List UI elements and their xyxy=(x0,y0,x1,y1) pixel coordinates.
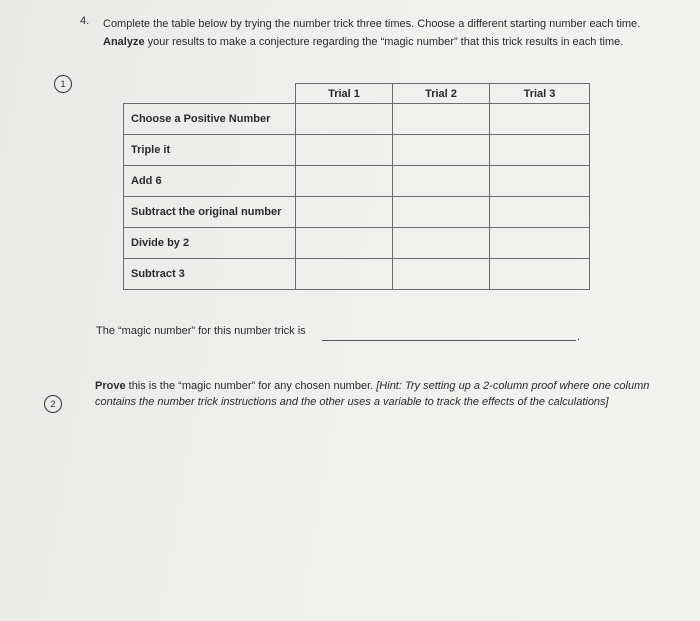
answer-cell[interactable] xyxy=(296,135,393,166)
row-label: Divide by 2 xyxy=(124,228,296,259)
answer-cell[interactable] xyxy=(490,104,590,135)
answer-cell[interactable] xyxy=(490,166,590,197)
answer-cell[interactable] xyxy=(296,104,393,135)
prove-bold: Prove xyxy=(95,380,126,392)
answer-cell[interactable] xyxy=(393,135,490,166)
circled-marker-1: 1 xyxy=(54,75,72,93)
number-trick-table xyxy=(123,83,590,290)
prompt-bold: Analyze xyxy=(103,36,145,48)
table-row xyxy=(124,197,590,228)
answer-cell[interactable] xyxy=(393,197,490,228)
answer-cell[interactable] xyxy=(393,166,490,197)
table-row xyxy=(124,135,590,166)
row-label: Choose a Positive Number xyxy=(124,104,296,135)
magic-number-blank[interactable] xyxy=(322,340,576,341)
row-label: Subtract the original number xyxy=(124,197,296,228)
table-row xyxy=(124,259,590,290)
question-number: 4. xyxy=(80,15,90,27)
answer-cell[interactable] xyxy=(296,228,393,259)
table-row xyxy=(124,166,590,197)
table-row xyxy=(124,228,590,259)
table-header-row xyxy=(124,84,590,104)
circled-marker-2: 2 xyxy=(44,395,62,413)
row-label: Triple it xyxy=(124,135,296,166)
row-label: Subtract 3 xyxy=(124,259,296,290)
header-trial-2: Trial 2 xyxy=(393,84,490,104)
prove-text: this is the “magic number” for any chosen number. xyxy=(125,380,377,392)
row-label: Add 6 xyxy=(124,166,296,197)
prove-hint: [Hint: Try setting up a 2-column proof where one column contains the number trick instructions and the other uses a variable to track the effects of the calculations] xyxy=(95,380,650,408)
answer-cell[interactable] xyxy=(490,228,590,259)
answer-cell[interactable] xyxy=(393,104,490,135)
answer-cell[interactable] xyxy=(490,197,590,228)
prove-prompt xyxy=(95,378,655,410)
magic-number-period: . xyxy=(577,331,581,343)
header-corner xyxy=(124,84,296,104)
answer-cell[interactable] xyxy=(490,135,590,166)
answer-cell[interactable] xyxy=(296,259,393,290)
answer-cell[interactable] xyxy=(393,259,490,290)
prompt-text-2: your results to make a conjecture regarding the “magic number” that this trick results in each time. xyxy=(144,36,624,48)
header-trial-3: Trial 3 xyxy=(490,84,590,104)
table-row xyxy=(124,104,590,135)
prompt-text-1: Complete the table below by trying the number trick three times. Choose a different starting number each time. xyxy=(103,18,641,30)
answer-cell[interactable] xyxy=(490,259,590,290)
magic-number-label: The “magic number” for this number trick is xyxy=(96,325,306,337)
answer-cell[interactable] xyxy=(296,166,393,197)
question-prompt xyxy=(103,15,663,51)
header-trial-1: Trial 1 xyxy=(296,84,393,104)
answer-cell[interactable] xyxy=(296,197,393,228)
answer-cell[interactable] xyxy=(393,228,490,259)
